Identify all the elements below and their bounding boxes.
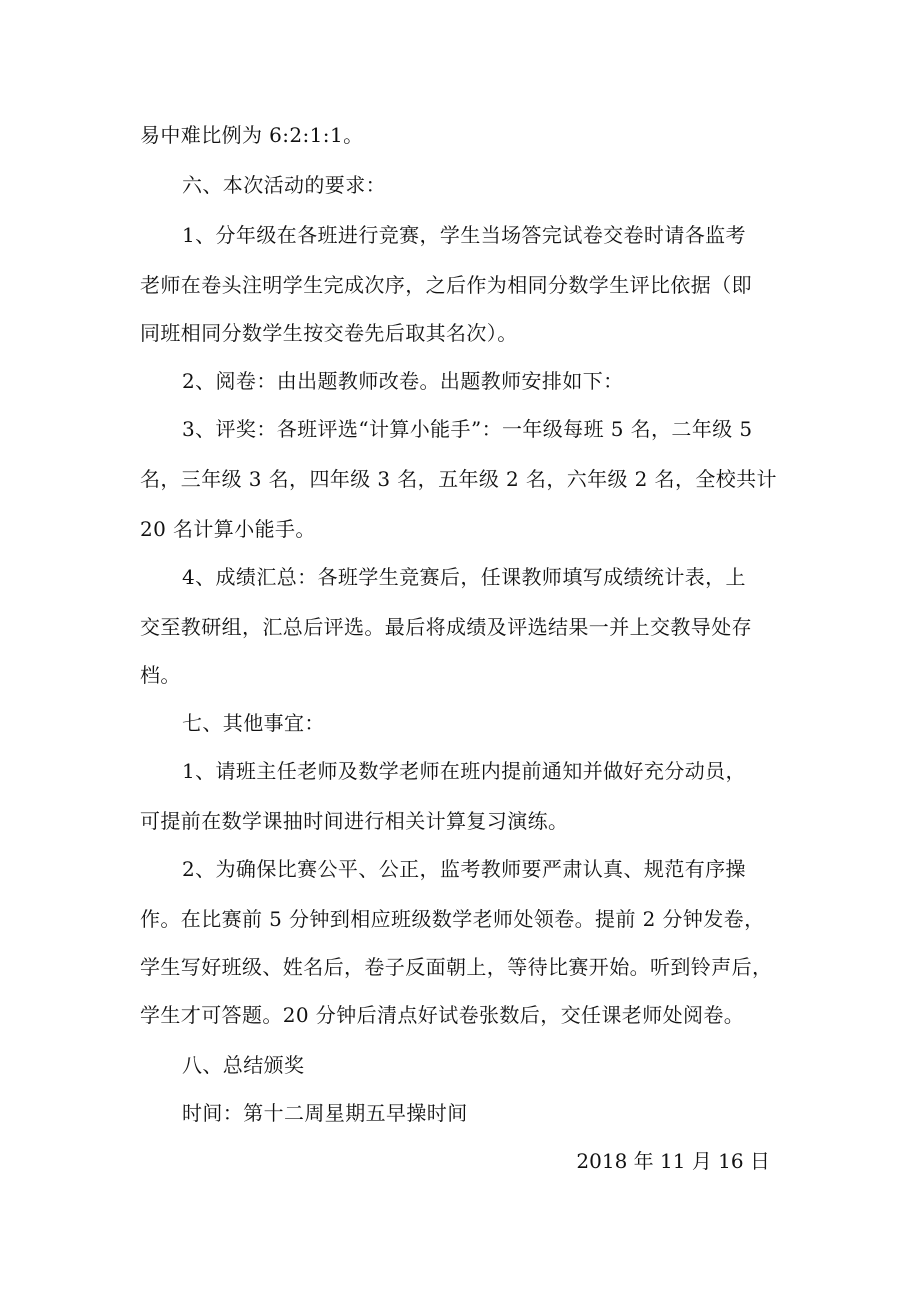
requirement-1-line-2: 老师在卷头注明学生完成次序，之后作为相同分数学生评比依据（即 [140, 273, 752, 297]
requirement-1-line-3: 同班相同分数学生按交卷先后取其名次）。 [140, 321, 518, 345]
requirement-3-line-2: 名，三年级 3 名，四年级 3 名，五年级 2 名，六年级 2 名，全校共计 [140, 467, 777, 491]
requirement-1-line-1: 1、分年级在各班进行竞赛，学生当场答完试卷交卷时请各监考 [182, 223, 746, 247]
requirement-2-line-1: 2、阅卷：由出题教师改卷。出题教师安排如下： [182, 369, 624, 393]
section-heading-requirements: 六、本次活动的要求： [182, 173, 386, 197]
section-heading-summary: 八、总结颁奖 [182, 1053, 305, 1077]
other-2-line-4: 学生才可答题。20 分钟后清点好试卷张数后，交任课老师处阅卷。 [140, 1003, 745, 1027]
other-2-line-2: 作。在比赛前 5 分钟到相应班级数学老师处领卷。提前 2 分钟发卷， [140, 907, 765, 931]
other-2-line-3: 学生写好班级、姓名后，卷子反面朝上，等待比赛开始。听到铃声后， [140, 955, 773, 979]
document-date: 2018 年 11 月 16 日 [576, 1149, 770, 1173]
text-line-ratio: 易中难比例为 6:2:1:1。 [140, 123, 364, 147]
requirement-4-line-3: 档。 [140, 663, 181, 687]
requirement-4-line-2: 交至教研组，汇总后评选。最后将成绩及评选结果一并上交教导处存 [140, 615, 752, 639]
section-heading-other-matters: 七、其他事宜： [182, 711, 325, 735]
summary-time: 时间：第十二周星期五早操时间 [182, 1101, 468, 1125]
requirement-3-line-1: 3、评奖：各班评选“计算小能手”：一年级每班 5 名，二年级 5 [182, 417, 753, 441]
requirement-3-line-3: 20 名计算小能手。 [140, 517, 316, 541]
other-1-line-2: 可提前在数学课抽时间进行相关计算复习演练。 [140, 809, 569, 833]
other-2-line-1: 2、为确保比赛公平、公正，监考教师要严肃认真、规范有序操 [182, 857, 746, 881]
requirement-4-line-1: 4、成绩汇总：各班学生竞赛后，任课教师填写成绩统计表，上 [182, 565, 746, 589]
other-1-line-1: 1、请班主任老师及数学老师在班内提前通知并做好充分动员， [182, 759, 746, 783]
